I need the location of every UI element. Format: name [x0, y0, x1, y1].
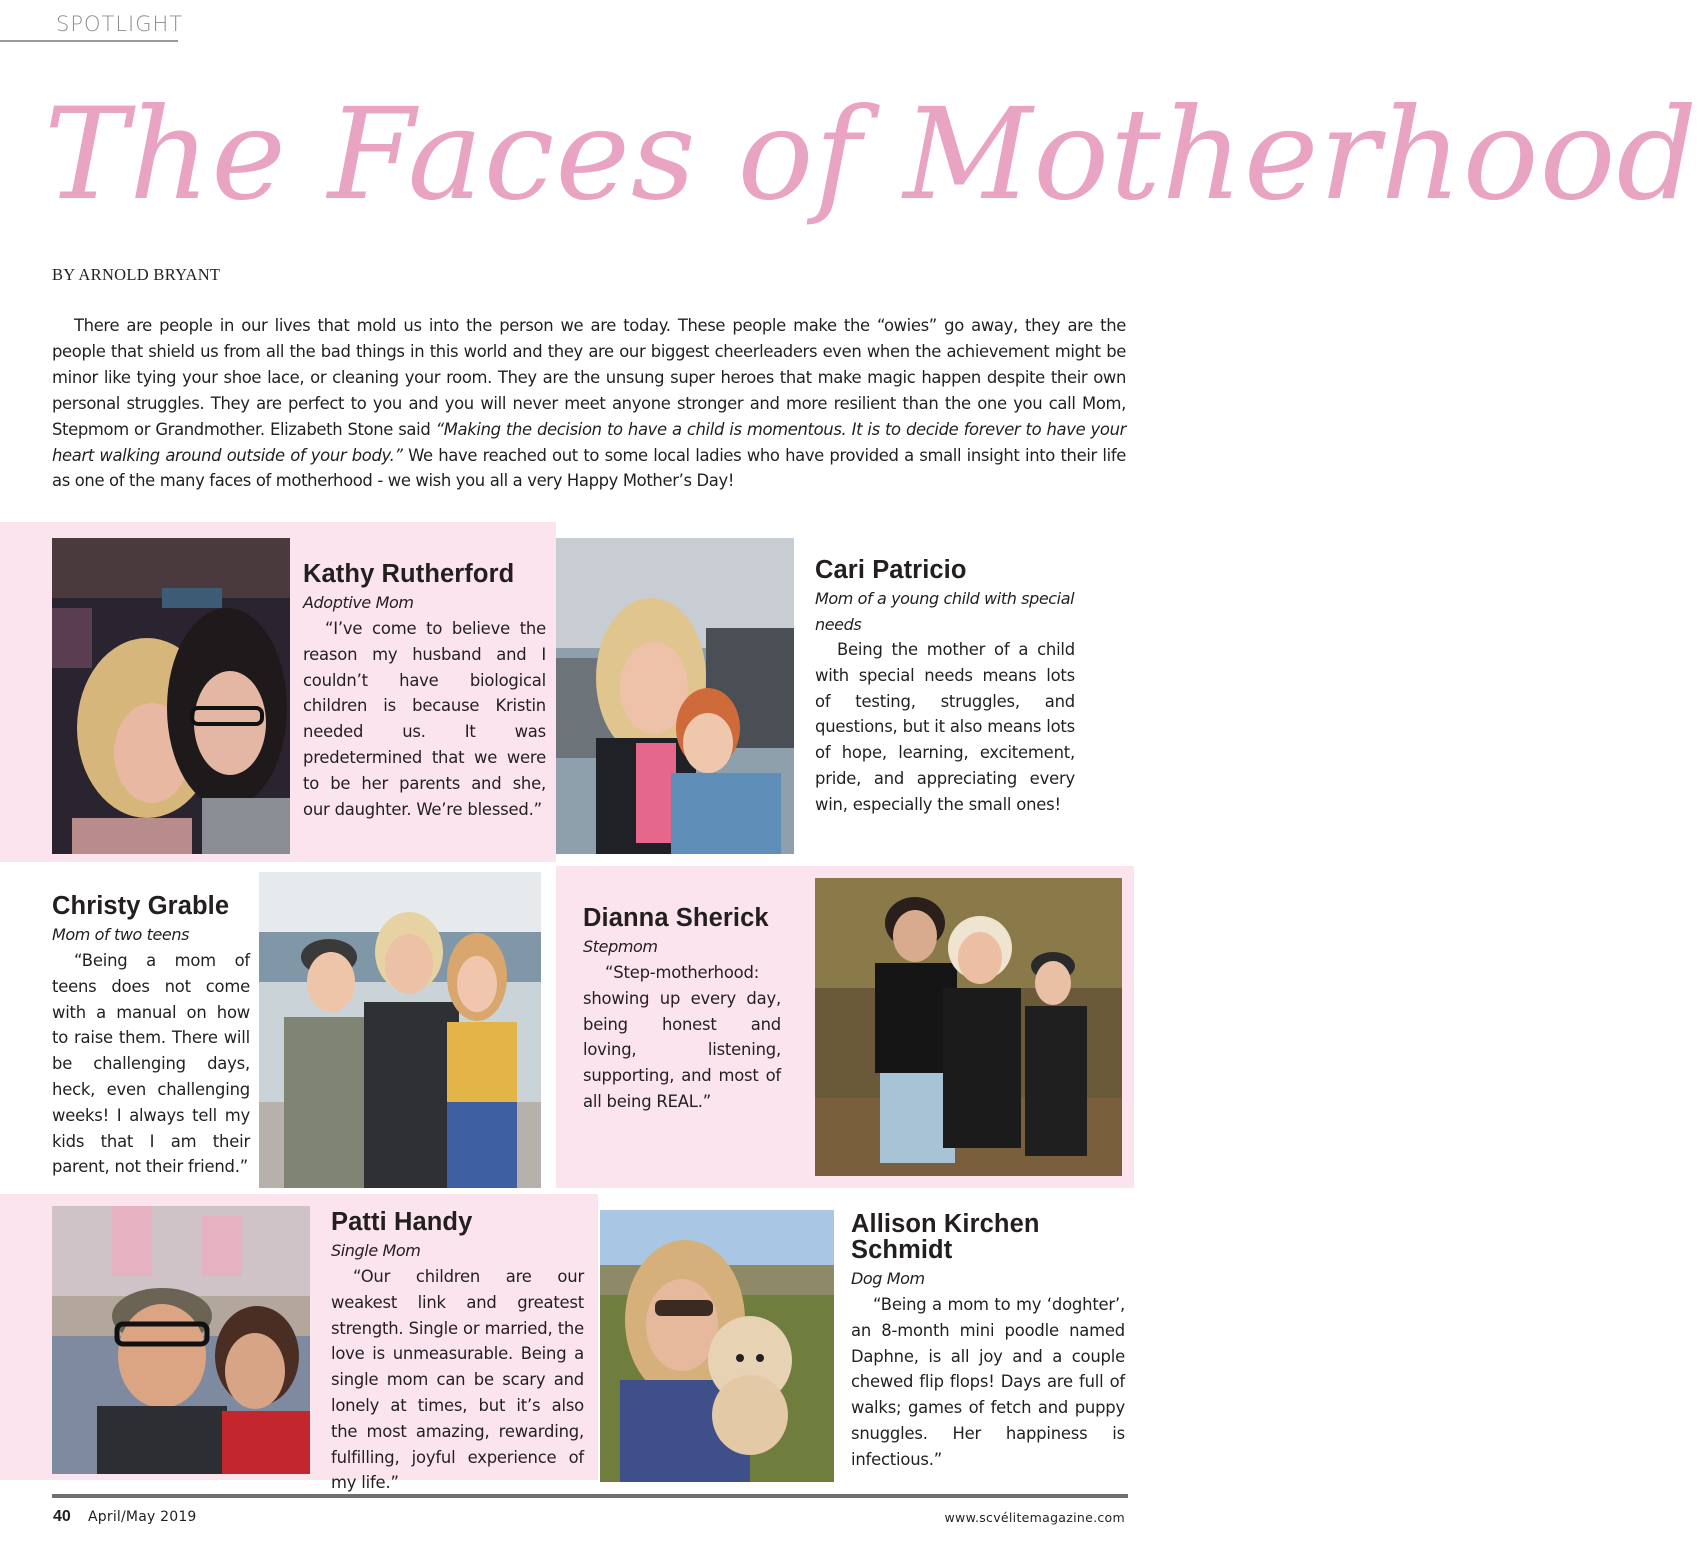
- quote-patti: “Our children are our weakest link and greatest strength. Single or married, the love is unmeasurable. Being a single mom can be scary and lonely at times, but it’s also the most amazing, rewarding, fulfilling, joyful experience of my life.”: [331, 1267, 584, 1493]
- quote-kathy: “I’ve come to believe the reason my husband and I couldn’t have biological children is because Kristin needed us. It was predetermined that we were to be her parents and she, our daughter. We’re blessed.”: [303, 619, 546, 819]
- issue-date: April/May 2019: [88, 1509, 197, 1525]
- footer-rule: [52, 1494, 1128, 1498]
- name-patti: Patti Handy: [331, 1208, 473, 1236]
- role-dianna: Stepmom: [583, 937, 658, 956]
- intro-text-2: We have reached out to some local ladies who have provided a small insight into their life as one of the many faces of motherhood - we wish you all a very Happy Mother’s Day!: [52, 445, 1126, 491]
- quote-allison: “Being a mom to my ‘doghter’, an 8-month mini poodle named Daphne, is all joy and a couple chewed flip flops! Days are full of walks; games of fetch and puppy snuggles. Her happiness is infectious.”: [851, 1295, 1125, 1469]
- role-patti: Single Mom: [331, 1241, 421, 1260]
- quote-cari: Being the mother of a child with special needs means lots of testing, struggles, and questions, but it also means lots of hope, learning, excitement, pride, and appreciating every win, especially the small ones!: [815, 640, 1075, 814]
- name-kathy: Kathy Rutherford: [303, 560, 515, 588]
- intro-paragraph: [52, 313, 1126, 494]
- name-allison-line2: Schmidt: [851, 1236, 953, 1264]
- photo-kathy-rutherford: [52, 538, 290, 854]
- name-christy: Christy Grable: [52, 892, 230, 920]
- intro-text-1: There are people in our lives that mold us into the person we are today. These people make the “owies” go away, they are the people that shield us from all the bad things in this world and they are our biggest cheerleaders even when the achievement might be minor like tying your shoe lace, or cleaning your room. They are the unsung super heroes that make magic happen despite their own personal struggles. They are perfect to you and you will never meet anyone stronger and more resilient than the one you call Mom, Stepmom or Grandmother. Elizabeth Stone said: [52, 316, 1126, 439]
- photo-allison-kirchen-schmidt: [600, 1210, 834, 1482]
- quote-christy: “Being a mom of teens does not come with a manual on how to raise them. There will be challenging days, heck, even challenging weeks! I always tell my kids that I am their parent, not their friend.”: [52, 951, 250, 1177]
- name-cari: Cari Patricio: [815, 556, 967, 584]
- photo-cari-patricio: [556, 538, 794, 854]
- photo-patti-handy: [52, 1206, 310, 1474]
- role-kathy: Adoptive Mom: [303, 593, 414, 612]
- section-label: [0, 10, 184, 42]
- photo-christy-grable: [259, 872, 541, 1188]
- section-label-text: SPOTLIGHT: [56, 12, 184, 36]
- name-allison-line1: Allison Kirchen: [851, 1210, 1040, 1238]
- quote-dianna: “Step-motherhood: showing up every day, being honest and loving, listening, supporting, and most of all being REAL.”: [583, 963, 781, 1111]
- photo-dianna-sherick: [815, 878, 1122, 1176]
- role-cari: Mom of a young child with special needs: [815, 589, 1075, 634]
- page-number: 40: [53, 1508, 71, 1525]
- role-christy: Mom of two teens: [52, 925, 190, 944]
- article-title: The Faces of Motherhood: [44, 81, 1698, 228]
- website-url: www.scvélitemagazine.com: [944, 1510, 1125, 1525]
- name-dianna: Dianna Sherick: [583, 904, 769, 932]
- intro-quote: “Making the decision to have a child is momentous. It is to decide forever to have your heart walking around outside of your body.”: [52, 419, 1126, 465]
- role-allison: Dog Mom: [851, 1269, 925, 1288]
- byline: BY ARNOLD BRYANT: [52, 265, 221, 284]
